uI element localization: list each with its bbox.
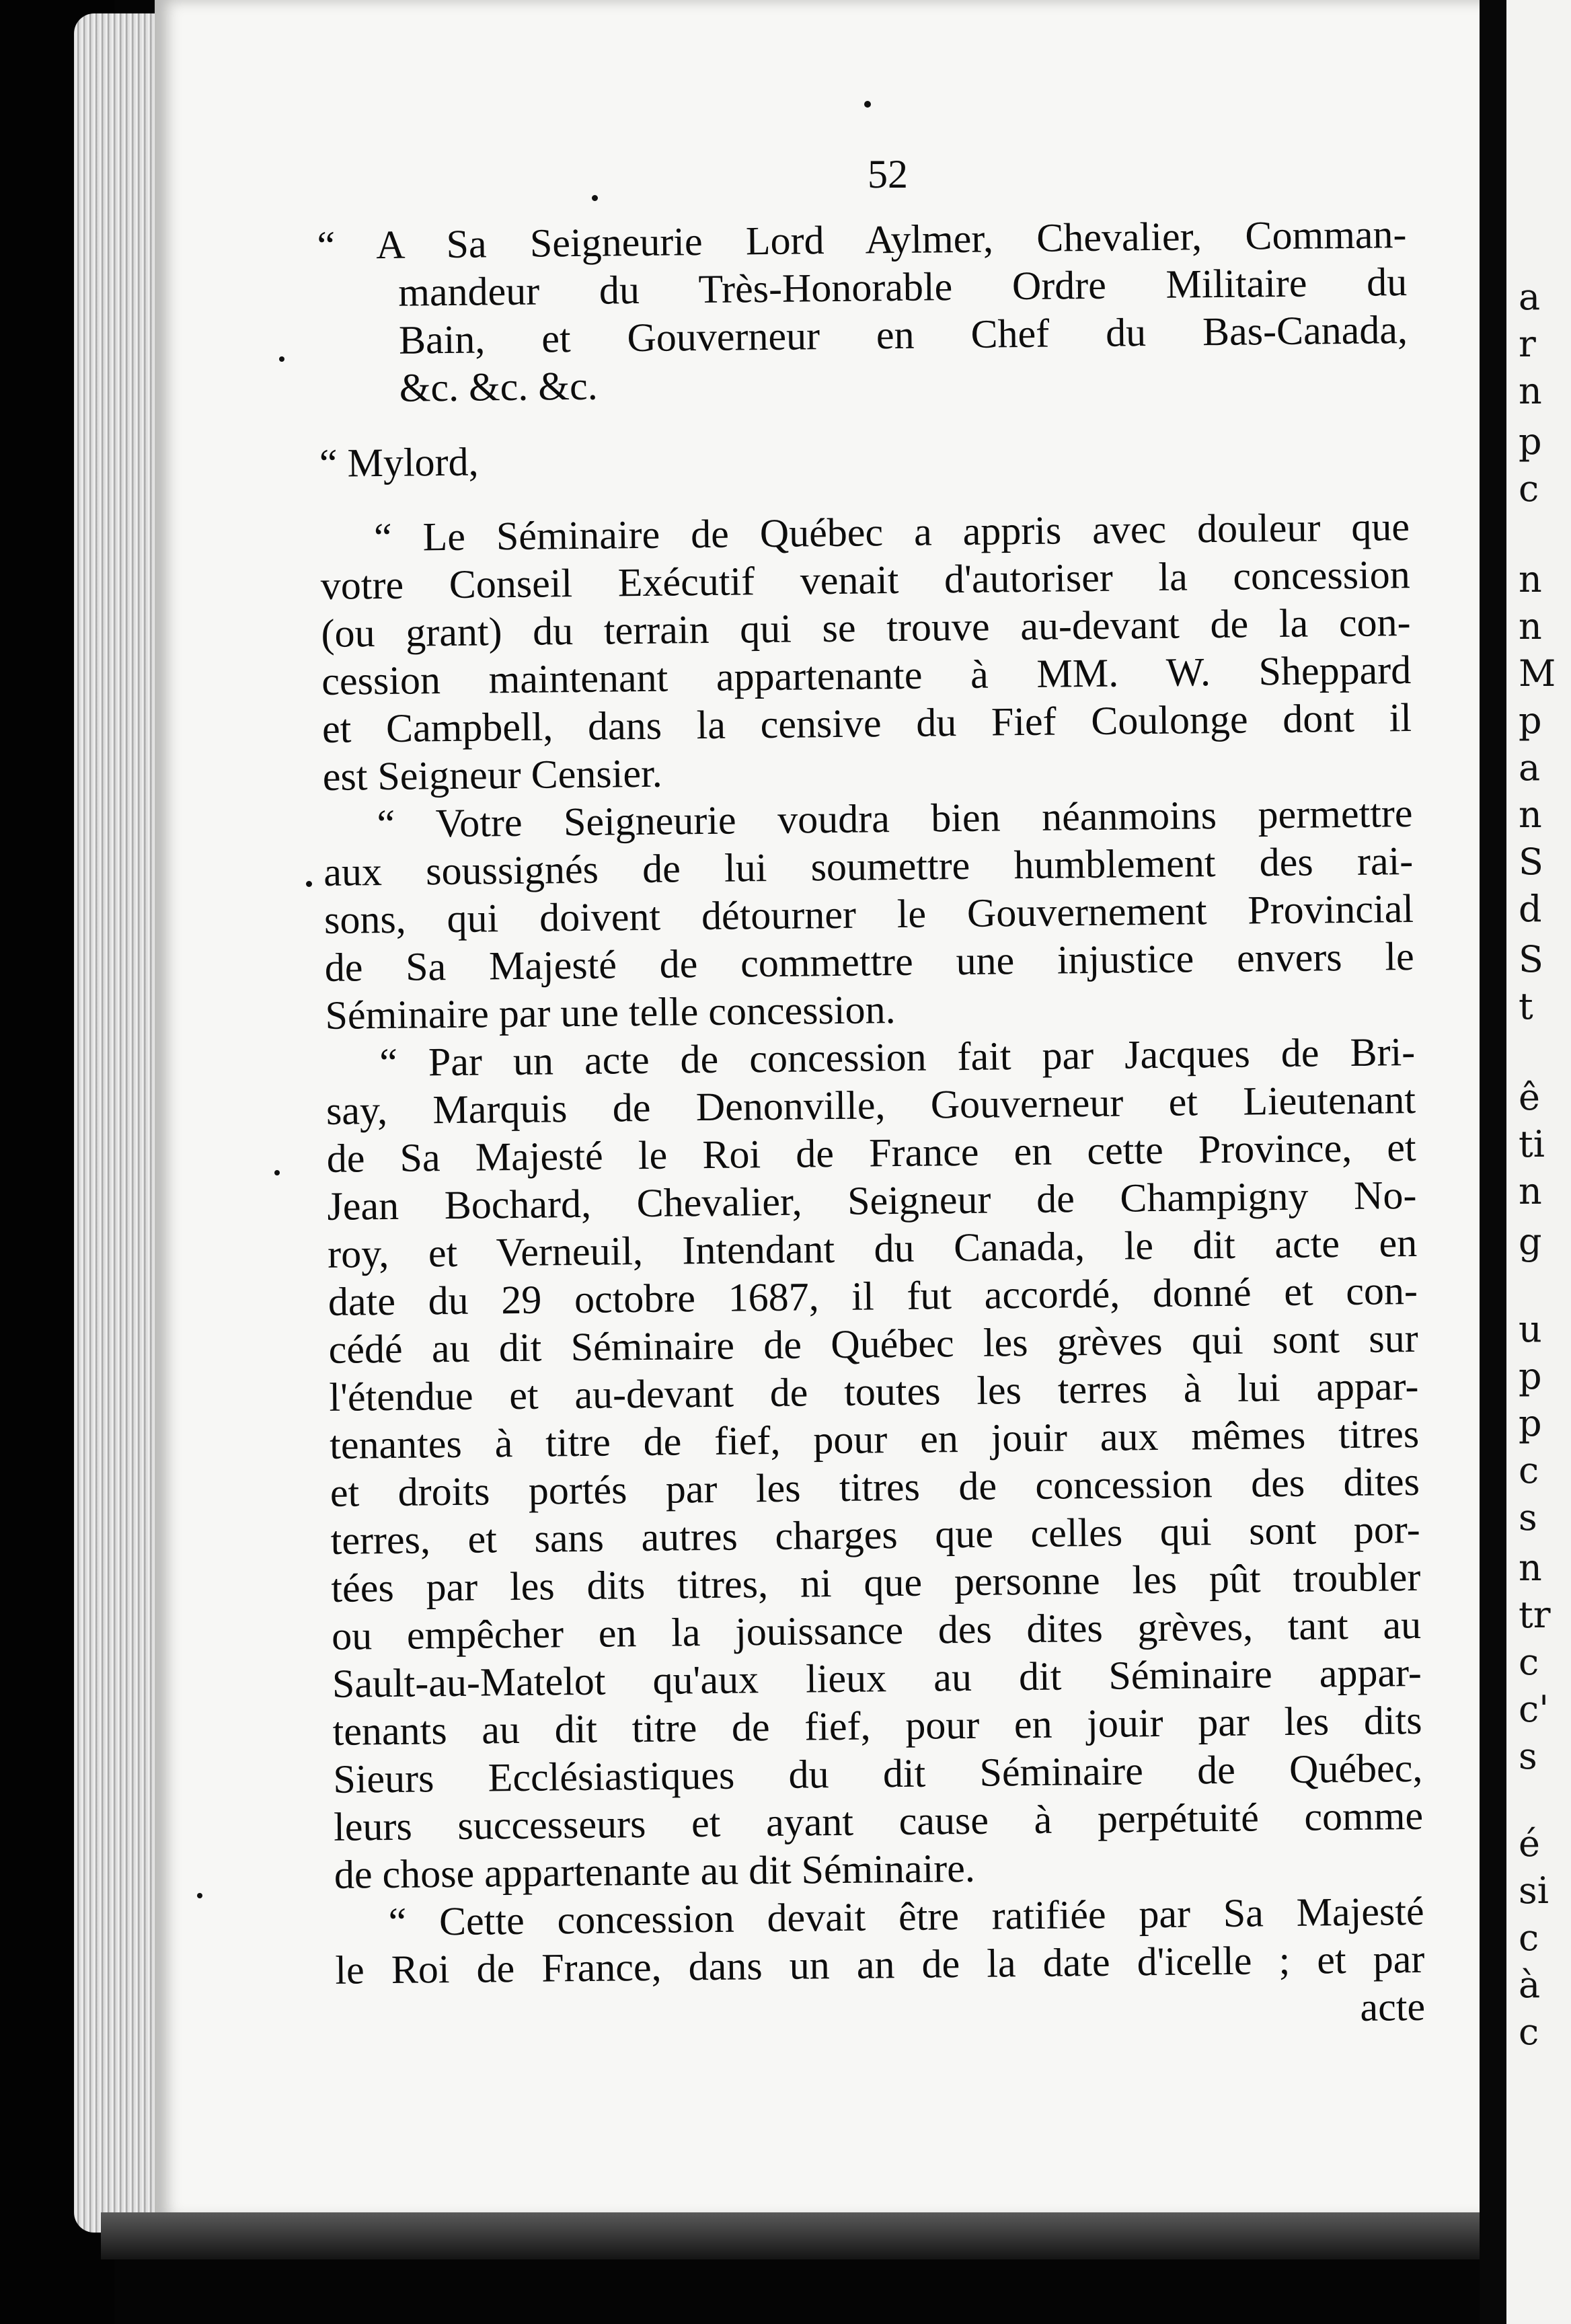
text-line: aux soussignés de lui soumettre humblement des rai-: [323, 838, 1414, 894]
text-line: roy, et Verneuil, Intendant du Canada, le dit acte en: [327, 1220, 1418, 1276]
scan-speck: [306, 881, 312, 887]
text-line: Bain, et Gouverneur en Chef du Bas-Canada,: [398, 307, 1408, 362]
next-page-fragment: n: [1519, 793, 1542, 836]
next-page-fragment: n: [1519, 1547, 1542, 1589]
text-line: “ A Sa Seigneurie Lord Aylmer, Chevalier, Comman-: [317, 212, 1407, 268]
text-line: “ Le Séminaire de Québec a appris avec douleur que: [373, 504, 1410, 560]
next-page-fragment: p: [1519, 420, 1542, 463]
next-page-fragment: tr: [1519, 1594, 1551, 1636]
text-line: Sault-au-Matelot qu'aux lieux au dit Séminaire appar-: [332, 1650, 1422, 1706]
text-line: cédé au dit Séminaire de Québec les grèves qui sont sur: [328, 1315, 1418, 1372]
paragraph: [334, 1888, 1424, 1994]
scan-speck: [274, 1170, 280, 1175]
text-line: date du 29 octobre 1687, il fut accordé, donné et con-: [328, 1268, 1418, 1324]
next-page-fragment: c: [1519, 467, 1539, 510]
text-line: say, Marquis de Denonville, Gouverneur et Lieutenant: [325, 1077, 1416, 1133]
page-bottom-edge: [101, 2212, 1493, 2259]
salutation: “ Mylord,: [319, 439, 479, 486]
text-line: “ Par un acte de concession fait par Jacques de Bri-: [379, 1029, 1416, 1085]
next-page-fragment: s: [1519, 1496, 1537, 1539]
scan-speck: [197, 1893, 202, 1898]
text-line: ou empêcher en la jouissance des dites grèves, tant au: [331, 1602, 1422, 1658]
next-page-fragment: S: [1519, 938, 1543, 980]
scan-speck: [864, 101, 871, 108]
next-page-fragment: à: [1519, 1964, 1541, 2006]
text-line: cession maintenant appartenante à MM. W. Sheppard: [321, 647, 1412, 703]
next-page-fragment: n: [1519, 370, 1542, 412]
next-page-fragment: n: [1519, 558, 1542, 601]
next-page-fragment: c: [1519, 1641, 1539, 1683]
address-block: [317, 210, 1408, 413]
paragraph: [325, 1028, 1424, 1899]
text-line: mandeur du Très-Honorable Ordre Militaire du: [397, 260, 1408, 315]
text-line: leurs successeurs et ayant cause à perpétuité comme: [333, 1793, 1424, 1849]
text-line: et droits portés par les titres de concession des dites: [330, 1459, 1420, 1515]
next-page-fragment: c: [1519, 1449, 1539, 1492]
text-line: et Campbell, dans la censive du Fief Coulonge dont il: [321, 695, 1412, 751]
text-line: Sieurs Ecclésiastiques du dit Séminaire de Québec,: [333, 1745, 1423, 1802]
next-page-fragment: t: [1519, 985, 1533, 1028]
page-stack-edge: [74, 13, 168, 2233]
next-page-fragment: c: [1519, 2011, 1539, 2053]
next-page-fragment: p: [1519, 699, 1542, 742]
text-line: de Sa Majesté de commettre une injustice envers le: [324, 933, 1415, 990]
next-page-fragment: u: [1519, 1308, 1542, 1350]
next-page-fragment: n: [1519, 605, 1542, 648]
text-line: “ Cette concession devait être ratifiée par Sa Majesté: [388, 1888, 1424, 1945]
text-line: tées par les dits titres, ni que personne les pût troubler: [331, 1554, 1421, 1611]
next-page-fragment: ê: [1519, 1076, 1540, 1118]
next-page-fragment: g: [1519, 1221, 1542, 1263]
next-page-fragment: p: [1519, 1355, 1542, 1397]
next-page-fragment: p: [1519, 1402, 1542, 1444]
text-line: Jean Bochard, Chevalier, Seigneur de Champigny No-: [327, 1172, 1417, 1229]
text-line: est Seigneur Censier.: [322, 750, 663, 799]
next-page-fragment: S: [1519, 841, 1543, 883]
next-page-fragment: c': [1519, 1688, 1549, 1730]
next-page-fragment: n: [1519, 1170, 1542, 1212]
text-line: “ Votre Seigneurie voudra bien néanmoins permettre: [377, 790, 1413, 847]
text-line: (ou grant) du terrain qui se trouve au-devant de la con-: [321, 599, 1411, 656]
text-line: Séminaire par une telle concession.: [325, 987, 896, 1038]
page-number: 52: [868, 152, 908, 196]
next-page-fragment: é: [1519, 1822, 1540, 1865]
text-line: le Roi de France, dans un an de la date d'icelle ; et par: [335, 1936, 1425, 1992]
next-page-fragment: a: [1519, 746, 1541, 789]
text-line: &c. &c. &c.: [399, 363, 598, 410]
text-line: tenants au dit titre de fief, pour en jouir par les dits: [332, 1697, 1422, 1754]
text-line: de chose appartenante au dit Séminaire.: [334, 1845, 976, 1897]
next-page-fragment: d: [1519, 888, 1542, 930]
next-page-text-fragments: [1519, 0, 1571, 2324]
text-line: terres, et sans autres charges que celles qui sont por-: [330, 1506, 1420, 1563]
book-gutter: [1480, 0, 1506, 2324]
next-page-fragment: ti: [1519, 1123, 1545, 1165]
text-line: votre Conseil Exécutif venait d'autoriser la concession: [320, 552, 1411, 608]
next-page-fragment: si: [1519, 1869, 1549, 1912]
catchword: acte: [1360, 1984, 1426, 2029]
paragraph: [323, 789, 1415, 1040]
page-text: [316, 137, 1425, 2042]
paragraph: [320, 503, 1412, 801]
text-line: de Sa Majesté le Roi de France en cette Province, et: [326, 1124, 1416, 1181]
next-page-fragment: r: [1519, 323, 1536, 365]
next-page-fragment: c: [1519, 1916, 1539, 1959]
text-line: tenantes à titre de fief, pour en jouir aux mêmes titres: [329, 1411, 1420, 1467]
next-page-fragment: a: [1519, 276, 1541, 318]
text-line: l'étendue et au-devant de toutes les terres à lui appar-: [329, 1363, 1419, 1420]
next-page-fragment: s: [1519, 1735, 1537, 1777]
scan-speck: [279, 356, 284, 362]
text-line: sons, qui doivent détourner le Gouvernement Provincial: [323, 886, 1414, 942]
next-page-fragment: M: [1519, 652, 1556, 695]
